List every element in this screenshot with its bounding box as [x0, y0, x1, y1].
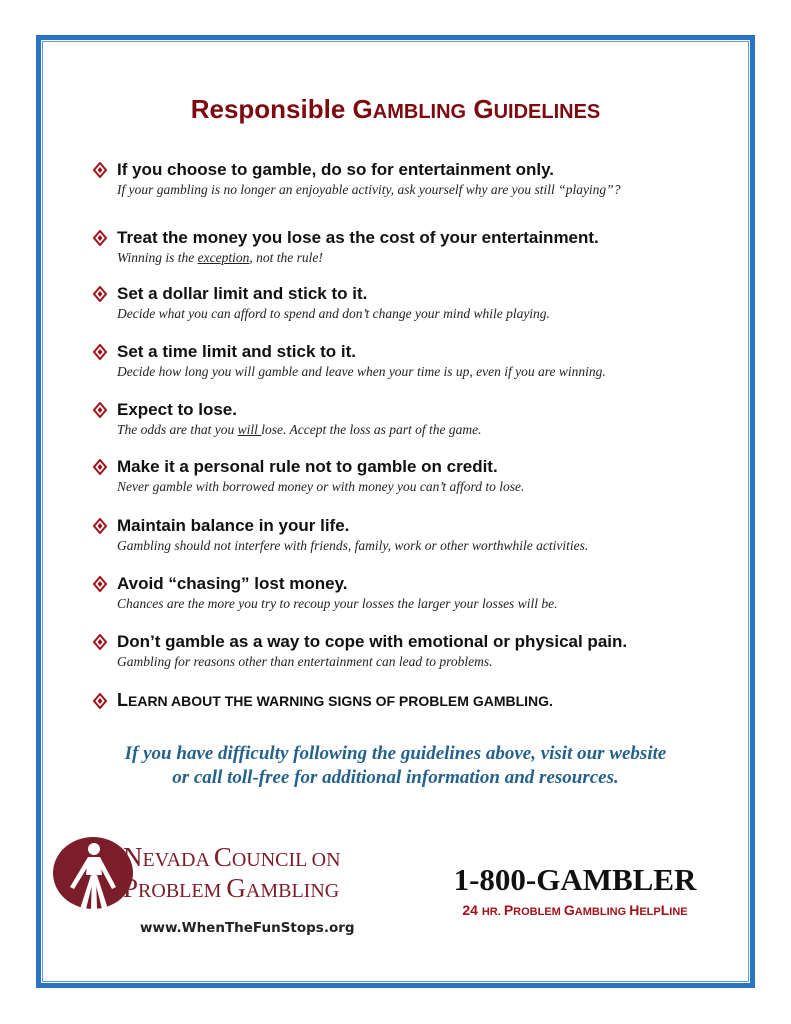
title-cap-g: G — [352, 94, 373, 124]
website-link[interactable]: www.WhenTheFunStops.org — [140, 920, 355, 936]
detail-text: lose. Accept the loss as part of the game. — [261, 422, 482, 437]
detail-text: Chances are the more you try to recoup your losses the larger your losses will be. — [117, 596, 558, 611]
cta-line-1: If you have difficulty following the guidelines above, visit our website — [124, 743, 667, 764]
org-text: EVADA — [142, 849, 214, 871]
learn-warning-signs-text — [117, 690, 553, 711]
helpline-text: 24 — [462, 902, 482, 918]
diamond-bullet-icon — [92, 634, 108, 650]
guideline-item — [92, 574, 732, 612]
guideline-detail — [117, 654, 732, 670]
guideline-item — [92, 228, 732, 266]
guideline-heading: Set a time limit and stick to it. — [117, 342, 356, 361]
detail-text: If your gambling is no longer an enjoyable activity, ask yourself why are you still “playing”? — [117, 182, 621, 197]
learn-cap: L — [117, 690, 128, 710]
helpline-text: AMBLING — [574, 906, 630, 918]
learn-warning-signs-item — [92, 690, 732, 711]
guideline-detail — [117, 479, 732, 495]
helpline-text: ROBLEM — [513, 906, 564, 918]
helpline-text: INE — [669, 906, 688, 918]
guideline-item — [92, 342, 732, 380]
diamond-bullet-icon — [92, 693, 108, 709]
detail-text: Gambling for reasons other than entertainment can lead to problems. — [117, 654, 493, 669]
title-guidelines: UIDELINES — [493, 101, 601, 123]
detail-text: Decide what you can afford to spend and don’t change your mind while playing. — [117, 306, 550, 321]
guideline-heading: Avoid “chasing” lost money. — [117, 574, 348, 593]
guideline-detail — [117, 306, 732, 322]
guideline-heading: Set a dollar limit and stick to it. — [117, 284, 368, 303]
call-to-action — [0, 742, 791, 790]
diamond-bullet-icon — [92, 518, 108, 534]
guideline-item — [92, 400, 732, 438]
helpline-cap: G — [563, 902, 575, 918]
detail-text: Gambling should not interfere with friends, family, work or other worthwhile activities. — [117, 538, 589, 553]
detail-text: Winning is the — [117, 250, 198, 265]
diamond-bullet-icon — [92, 286, 108, 302]
guideline-detail — [117, 596, 732, 612]
guideline-heading: If you choose to gamble, do so for entertainment only. — [117, 160, 555, 179]
cta-line-2: or call toll-free for additional information and resources. — [172, 767, 619, 788]
guideline-heading: Expect to lose. — [117, 400, 237, 419]
diamond-bullet-icon — [92, 402, 108, 418]
detail-text: Decide how long you will gamble and leave when your time is up, even if you are winning. — [117, 364, 606, 379]
page-title — [0, 94, 791, 125]
helpline-text: HR. — [481, 906, 504, 918]
guideline-heading: Don’t gamble as a way to cope with emotional or physical pain. — [117, 632, 628, 651]
helpline-cap: L — [660, 902, 670, 918]
detail-underlined: exception — [197, 250, 250, 265]
helpline-label — [420, 902, 730, 918]
title-cap-g2: G — [473, 94, 494, 124]
guideline-item — [92, 160, 732, 198]
diamond-bullet-icon — [92, 344, 108, 360]
guideline-detail — [117, 182, 732, 198]
guideline-item — [92, 632, 732, 670]
guideline-detail — [117, 250, 732, 266]
detail-text: , not the rule! — [249, 250, 323, 265]
guideline-item — [92, 457, 732, 495]
detail-text: Never gamble with borrowed money or with money you can’t afford to lose. — [117, 479, 525, 494]
guideline-detail — [117, 422, 732, 438]
guideline-heading: Treat the money you lose as the cost of your entertainment. — [117, 228, 599, 247]
guideline-item — [92, 516, 732, 554]
org-text: AMBLING — [245, 880, 340, 902]
guideline-heading: Make it a personal rule not to gamble on credit. — [117, 457, 498, 476]
title-gambling: AMBLING — [372, 101, 467, 123]
org-text: OUNCIL ON — [231, 849, 341, 871]
guideline-detail — [117, 364, 732, 380]
guideline-detail — [117, 538, 732, 554]
detail-underlined: will — [237, 422, 262, 437]
diamond-bullet-icon — [92, 459, 108, 475]
guideline-heading: Maintain balance in your life. — [117, 516, 350, 535]
diamond-bullet-icon — [92, 576, 108, 592]
helpline-phone-number[interactable]: 1-800-GAMBLER — [453, 862, 697, 897]
helpline-text: ELP — [639, 906, 661, 918]
learn-rest: EARN ABOUT THE WARNING SIGNS OF PROBLEM GAMBLING. — [128, 693, 553, 709]
org-cap: P — [123, 873, 139, 903]
org-text: ROBLEM — [138, 880, 227, 902]
diamond-bullet-icon — [92, 230, 108, 246]
guideline-item — [92, 284, 732, 322]
org-cap: N — [123, 842, 143, 872]
org-cap: G — [226, 873, 246, 903]
detail-text: The odds are that you — [117, 422, 238, 437]
helpline-cap: P — [503, 902, 514, 918]
organization-name — [123, 844, 341, 906]
diamond-bullet-icon — [92, 162, 108, 178]
helpline-cap: H — [629, 902, 640, 918]
org-cap: C — [213, 842, 232, 872]
title-word-responsible: Responsible — [190, 94, 346, 124]
